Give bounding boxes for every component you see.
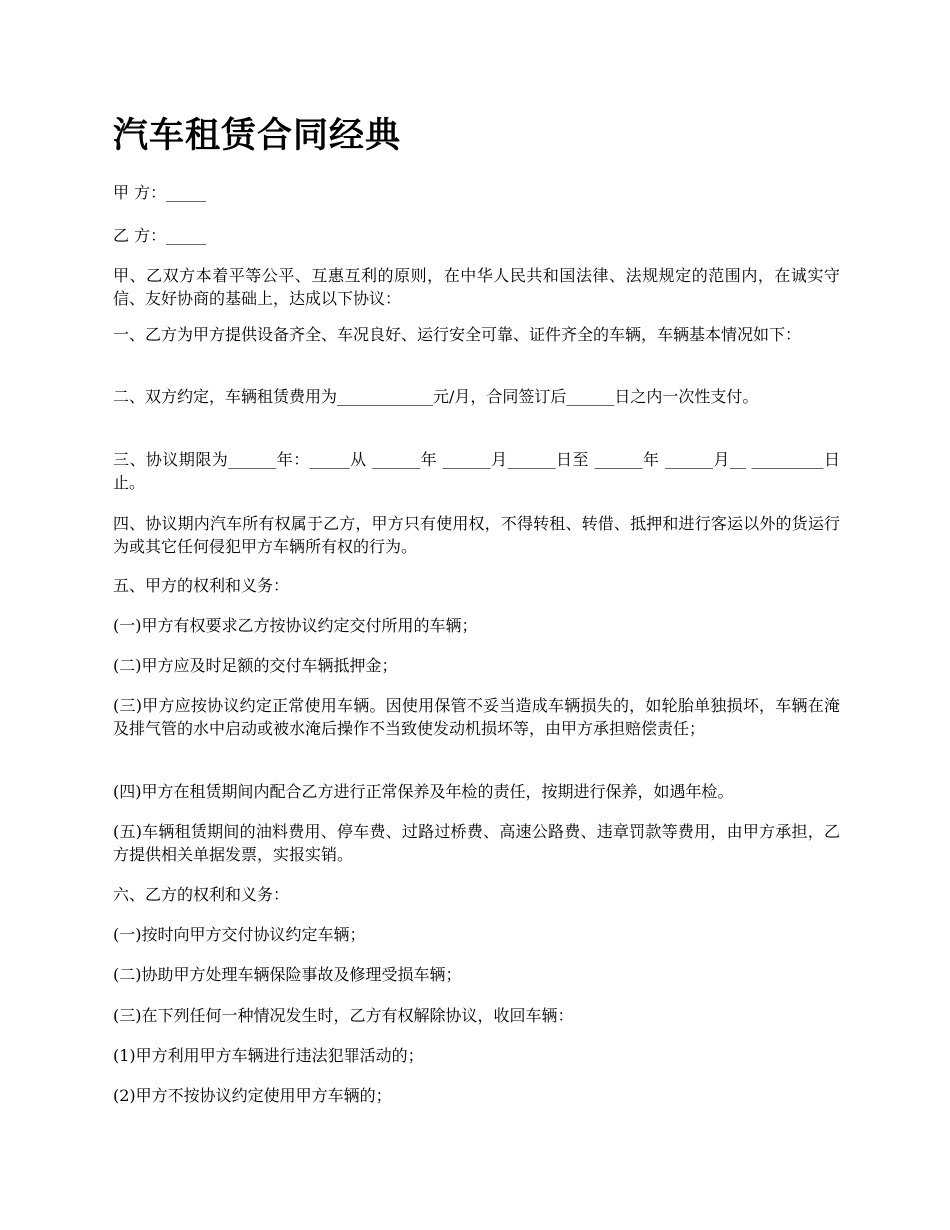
clause-3-paragraph: 三、协议期限为______年：_____从 ______年 ______月______日至 ______年 ______月__ _________日止。 (113, 450, 840, 492)
section-6-item-1: (一)按时向甲方交付协议约定车辆； (113, 925, 366, 944)
section-6-item-3: (三)在下列任何一种情况发生时，乙方有权解除协议，收回车辆： (113, 1006, 574, 1025)
document-title: 汽车租赁合同经典 (113, 116, 402, 156)
section-5-item-1: (一)甲方有权要求乙方按协议约定交付所用的车辆； (113, 616, 478, 635)
section-6-subitem-1: (1)甲方利用甲方车辆进行违法犯罪活动的； (113, 1046, 424, 1065)
preamble-paragraph: 甲、乙双方本着平等公平、互惠互利的原则，在中华人民共和国法律、法规规定的范围内，在诚实守信、友好协商的基础上，达成以下协议： (113, 266, 840, 308)
section-5-item-2: (二)甲方应及时足额的交付车辆抵押金； (113, 656, 398, 675)
party-a-line: 甲 方：_____ (113, 183, 207, 202)
section-5-heading: 五、甲方的权利和义务： (113, 576, 290, 595)
section-5-item-3: (三)甲方应按协议约定正常使用车辆。因使用保管不妥当造成车辆损失的，如轮胎单独损坏，车辆在淹及排气管的水中启动或被水淹后操作不当致使发动机损坏等，由甲方承担赔偿责任； (113, 696, 840, 738)
party-b-line: 乙 方：_____ (113, 226, 207, 245)
section-6-heading: 六、乙方的权利和义务： (113, 885, 290, 904)
section-5-item-5: (五)车辆租赁期间的油料费用、停车费、过路过桥费、高速公路费、违章罚款等费用，由甲方承担，乙方提供相关单据发票，实报实销。 (113, 822, 840, 864)
section-6-item-2: (二)协助甲方处理车辆保险事故及修理受损车辆； (113, 965, 462, 984)
clause-2-paragraph: 二、双方约定，车辆租赁费用为____________元/月，合同签订后______日之内一次性支付。 (113, 387, 759, 406)
clause-4-paragraph: 四、协议期内汽车所有权属于乙方，甲方只有使用权，不得转租、转借、抵押和进行客运以外的货运行为或其它任何侵犯甲方车辆所有权的行为。 (113, 514, 840, 556)
section-5-item-4: (四)甲方在租赁期间内配合乙方进行正常保养及年检的责任，按期进行保养，如遇年检。 (113, 782, 734, 801)
clause-1-paragraph: 一、乙方为甲方提供设备齐全、车况良好、运行安全可靠、证件齐全的车辆，车辆基本情况如下： (113, 325, 802, 344)
section-6-subitem-2: (2)甲方不按协议约定使用甲方车辆的； (113, 1086, 392, 1105)
